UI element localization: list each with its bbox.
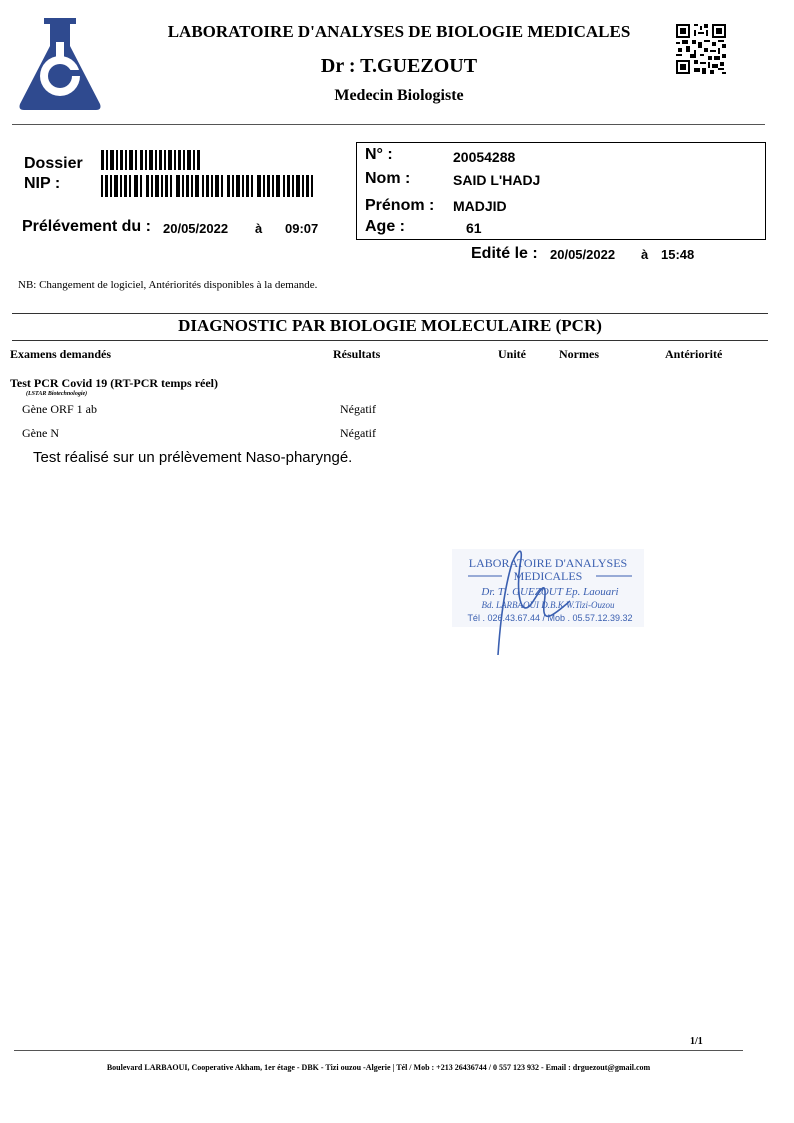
test-note: Test réalisé sur un prélèvement Naso-pharyngé. [33, 449, 353, 466]
flask-logo-icon [14, 14, 106, 114]
footer-address: Boulevard LARBAOUI, Cooperative Akham, 1er étage - DBK - Tizi ouzou -Algerie | Tél / Mob : +213 26436744 / 0 557 123 932 - Email : drguezout@gmail.com [106, 1063, 651, 1072]
stamp-line-5: Tél . 026.43.67.44 / Mob . 05.57.12.39.32 [467, 613, 633, 623]
prelevement-label: Prélévement du : [22, 218, 151, 235]
col-header-anteriorite: Antériorité [665, 347, 723, 361]
prelevement-date: 20/05/2022 [163, 221, 229, 236]
nip-barcode [101, 175, 317, 197]
edition-time: 15:48 [661, 247, 695, 262]
nip-label: NIP : [24, 175, 61, 192]
section-divider-bottom [12, 340, 768, 341]
patient-info-box [356, 142, 766, 240]
age-value: 61 [466, 220, 482, 236]
doctor-specialty: Medecin Biologiste [334, 87, 464, 104]
nom-value: SAID L'HADJ [453, 172, 541, 188]
stamp-line-3: Dr. T . GUEZOUT Ep. Laouari [481, 586, 619, 598]
col-header-normes: Normes [559, 347, 599, 361]
result-row-name: Gène ORF 1 ab [22, 402, 97, 416]
lab-stamp [420, 545, 665, 665]
col-header-resultats: Résultats [333, 347, 381, 361]
page-number: 1/1 [690, 1036, 703, 1047]
qr-code-icon [676, 24, 726, 74]
age-label: Age : [365, 218, 405, 235]
edition-label: Edité le : [471, 245, 538, 262]
numero-label: N° : [365, 146, 393, 163]
result-row-name: Gène N [22, 426, 59, 440]
prenom-label: Prénom : [365, 197, 435, 214]
prenom-value: MADJID [453, 198, 507, 214]
prelevement-at: à [255, 221, 263, 236]
footer-divider [14, 1050, 743, 1051]
nom-label: Nom : [365, 170, 411, 187]
col-header-unite: Unité [498, 347, 526, 361]
result-row-value: Négatif [340, 402, 376, 416]
dossier-barcode [101, 150, 203, 170]
edition-date: 20/05/2022 [550, 247, 616, 262]
col-header-examens: Examens demandés [10, 347, 112, 361]
section-divider-top [12, 313, 768, 314]
section-title: DIAGNOSTIC PAR BIOLOGIE MOLECULAIRE (PCR) [178, 316, 602, 335]
dossier-label: Dossier [24, 155, 83, 172]
lab-title: LABORATOIRE D'ANALYSES DE BIOLOGIE MEDICALES [167, 22, 631, 41]
stamp-line-4: Bd. LARBAOUI D.B.K W.Tizi-Ouzou [481, 600, 615, 610]
test-kit: (LSTAR Biotechnologie) [26, 391, 88, 397]
nb-note: NB: Changement de logiciel, Antériorités disponibles à la demande. [18, 279, 318, 291]
result-row-value: Négatif [340, 426, 376, 440]
prelevement-time: 09:07 [285, 221, 319, 236]
numero-value: 20054288 [453, 149, 516, 165]
test-name: Test PCR Covid 19 (RT-PCR temps réel) [10, 376, 219, 390]
stamp-line-1: LABORATOIRE D'ANALYSES [468, 556, 628, 570]
stamp-line-2: MEDICALES [513, 569, 583, 583]
edition-at: à [641, 247, 649, 262]
doctor-name: Dr : T.GUEZOUT [320, 55, 478, 77]
header-divider [12, 124, 765, 125]
